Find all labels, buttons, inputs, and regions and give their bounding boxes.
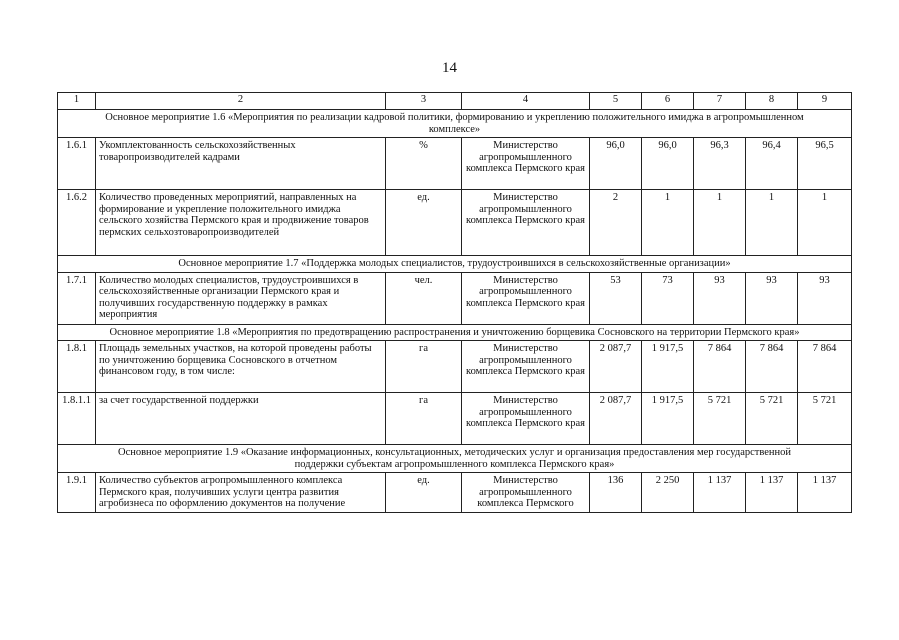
value-cell: 1	[694, 190, 746, 256]
header-cell: 8	[746, 93, 798, 110]
value-cell: 2	[590, 190, 642, 256]
table-header-row	[58, 93, 852, 110]
indicator-name: Количество субъектов агропромышленного комплекса Пермского края, получивших услуги центра развития агробизнеса по оформлению документов на получение	[96, 473, 386, 513]
section-row	[58, 445, 852, 473]
value-cell: 96,3	[694, 138, 746, 190]
section-row	[58, 110, 852, 138]
responsible-org: Министерство агропромышленного комплекса Пермского края	[462, 190, 590, 256]
value-cell: 1	[642, 190, 694, 256]
section-row	[58, 324, 852, 341]
header-cell: 5	[590, 93, 642, 110]
value-cell: 1 917,5	[642, 393, 694, 445]
indicator-table	[57, 92, 852, 513]
value-cell: 93	[694, 272, 746, 324]
value-cell: 5 721	[694, 393, 746, 445]
value-cell: 96,0	[642, 138, 694, 190]
header-cell: 7	[694, 93, 746, 110]
row-number: 1.9.1	[58, 473, 96, 513]
row-number: 1.8.1	[58, 341, 96, 393]
value-cell: 96,4	[746, 138, 798, 190]
section-title: Основное мероприятие 1.7 «Поддержка молодых специалистов, трудоустроившихся в сельскохозяйственные организации»	[58, 256, 852, 273]
table-row	[58, 341, 852, 393]
table-row	[58, 393, 852, 445]
value-cell: 1 137	[746, 473, 798, 513]
table-row	[58, 138, 852, 190]
value-cell: 5 721	[746, 393, 798, 445]
section-title: Основное мероприятие 1.8 «Мероприятия по предотвращению распространения и уничтожению борщевика Сосновского на территории Пермского края»	[58, 324, 852, 341]
row-number: 1.6.1	[58, 138, 96, 190]
indicator-name: Укомплектованность сельскохозяйственных товаропроизводителей кадрами	[96, 138, 386, 190]
unit-cell: ед.	[386, 473, 462, 513]
value-cell: 1	[746, 190, 798, 256]
value-cell: 136	[590, 473, 642, 513]
header-cell: 9	[798, 93, 852, 110]
unit-cell: ед.	[386, 190, 462, 256]
unit-cell: чел.	[386, 272, 462, 324]
header-cell: 1	[58, 93, 96, 110]
value-cell: 1 137	[694, 473, 746, 513]
header-cell: 6	[642, 93, 694, 110]
row-number: 1.8.1.1	[58, 393, 96, 445]
value-cell: 1 917,5	[642, 341, 694, 393]
table-row	[58, 272, 852, 324]
value-cell: 93	[798, 272, 852, 324]
section-title: Основное мероприятие 1.6 «Мероприятия по реализации кадровой политики, формированию и укреплению положительного имиджа в агропромышленном комплексе»	[58, 110, 852, 138]
row-number: 1.7.1	[58, 272, 96, 324]
value-cell: 7 864	[694, 341, 746, 393]
value-cell: 1	[798, 190, 852, 256]
unit-cell: га	[386, 341, 462, 393]
unit-cell: %	[386, 138, 462, 190]
responsible-org: Министерство агропромышленного комплекса Пермского края	[462, 393, 590, 445]
value-cell: 7 864	[746, 341, 798, 393]
table-row	[58, 190, 852, 256]
table-body	[58, 93, 852, 513]
responsible-org: Министерство агропромышленного комплекса Пермского края	[462, 341, 590, 393]
table-row	[58, 473, 852, 513]
value-cell: 73	[642, 272, 694, 324]
value-cell: 2 250	[642, 473, 694, 513]
indicator-name: за счет государственной поддержки	[96, 393, 386, 445]
value-cell: 5 721	[798, 393, 852, 445]
value-cell: 2 087,7	[590, 393, 642, 445]
header-cell: 2	[96, 93, 386, 110]
indicator-name: Площадь земельных участков, на которой проведены работы по уничтожению борщевика Сосновского в отчетном финансовом году, в том числе:	[96, 341, 386, 393]
indicator-name: Количество молодых специалистов, трудоустроившихся в сельскохозяйственные организации Пермского края и получивших государственную поддержку в рамках мероприятия	[96, 272, 386, 324]
section-title: Основное мероприятие 1.9 «Оказание информационных, консультационных, методических услуг и организация предоставления мер государственной поддержки субъектам агропромышленного комплекса Пермского края»	[58, 445, 852, 473]
value-cell: 96,0	[590, 138, 642, 190]
value-cell: 93	[746, 272, 798, 324]
unit-cell: га	[386, 393, 462, 445]
value-cell: 7 864	[798, 341, 852, 393]
header-cell: 4	[462, 93, 590, 110]
value-cell: 2 087,7	[590, 341, 642, 393]
responsible-org: Министерство агропромышленного комплекса Пермского края	[462, 272, 590, 324]
indicator-name: Количество проведенных мероприятий, направленных на формирование и укрепление положительного имиджа сельского хозяйства Пермского края и продвижение товаров пермских сельхозтоваропроизводителей	[96, 190, 386, 256]
responsible-org: Министерство агропромышленного комплекса Пермского	[462, 473, 590, 513]
value-cell: 53	[590, 272, 642, 324]
row-number: 1.6.2	[58, 190, 96, 256]
section-row	[58, 256, 852, 273]
value-cell: 1 137	[798, 473, 852, 513]
value-cell: 96,5	[798, 138, 852, 190]
header-cell: 3	[386, 93, 462, 110]
responsible-org: Министерство агропромышленного комплекса Пермского края	[462, 138, 590, 190]
page-number: 14	[442, 60, 457, 76]
